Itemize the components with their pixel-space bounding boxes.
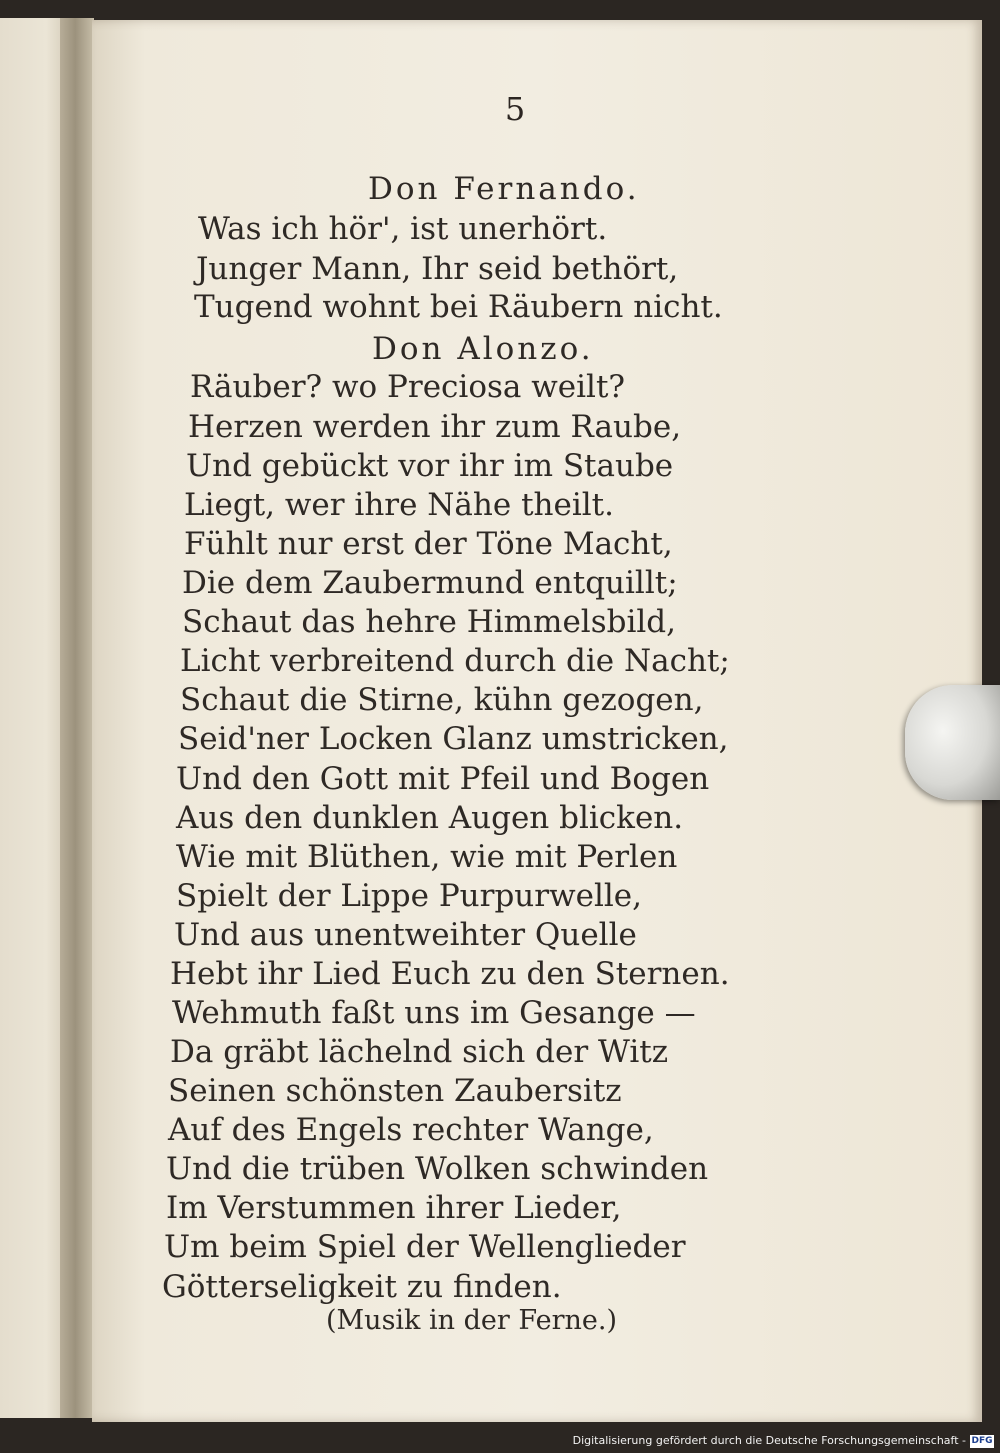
verse-line: Was ich hör', ist unerhört. — [198, 211, 608, 247]
speaker-name: Don Fernando. — [368, 171, 640, 207]
verse-line: Liegt, wer ihre Nähe theilt. — [184, 487, 614, 523]
verse-line: Und den Gott mit Pfeil und Bogen — [176, 761, 710, 797]
verse-line: Auf des Engels rechter Wange, — [168, 1112, 654, 1148]
verse-line: Götterseligkeit zu finden. — [162, 1269, 562, 1305]
verse-line: Hebt ihr Lied Euch zu den Sternen. — [170, 956, 730, 992]
verse-line: Schaut die Stirne, kühn gezogen, — [180, 682, 704, 718]
verse-line: Und die trüben Wolken schwinden — [166, 1151, 709, 1187]
left-page-edge — [0, 18, 66, 1418]
verse-line: Wie mit Blüthen, wie mit Perlen — [176, 839, 678, 875]
verse-line: Um beim Spiel der Wellenglieder — [164, 1229, 686, 1265]
verse-line: Im Verstummen ihrer Lieder, — [166, 1190, 622, 1226]
verse-line: Herzen werden ihr zum Raube, — [188, 409, 682, 445]
verse-line: Die dem Zaubermund entquillt; — [182, 565, 678, 601]
funding-credit: Digitalisierung gefördert durch die Deutsche Forschungsgemeinschaft - — [572, 1434, 966, 1447]
stage-direction: (Musik in der Ferne.) — [326, 1305, 617, 1336]
speaker-name: Don Alonzo. — [372, 331, 594, 367]
verse-line: Spielt der Lippe Purpurwelle, — [176, 878, 642, 914]
verse-line: Wehmuth faßt uns im Gesange — — [172, 995, 696, 1031]
verse-line: Und aus unentweihter Quelle — [174, 917, 637, 953]
page-clip — [905, 685, 1000, 800]
verse-line: Aus den dunklen Augen blicken. — [176, 800, 684, 836]
verse-line: Schaut das hehre Himmelsbild, — [182, 604, 676, 640]
verse-line: Junger Mann, Ihr seid bethört, — [196, 251, 679, 287]
verse-line: Tugend wohnt bei Räubern nicht. — [194, 289, 723, 325]
verse-line: Fühlt nur erst der Töne Macht, — [184, 526, 673, 562]
verse-line: Und gebückt vor ihr im Staube — [186, 448, 674, 484]
verse-line: Räuber? wo Preciosa weilt? — [190, 369, 626, 405]
page-number: 5 — [504, 90, 526, 128]
verse-line: Seinen schönsten Zaubersitz — [168, 1073, 622, 1109]
dfg-logo-icon: DFG — [971, 1436, 993, 1446]
verse-line: Da gräbt lächelnd sich der Witz — [170, 1034, 669, 1070]
verse-line: Licht verbreitend durch die Nacht; — [180, 643, 730, 679]
book-gutter — [60, 18, 94, 1418]
verse-line: Seid'ner Locken Glanz umstricken, — [178, 721, 729, 757]
